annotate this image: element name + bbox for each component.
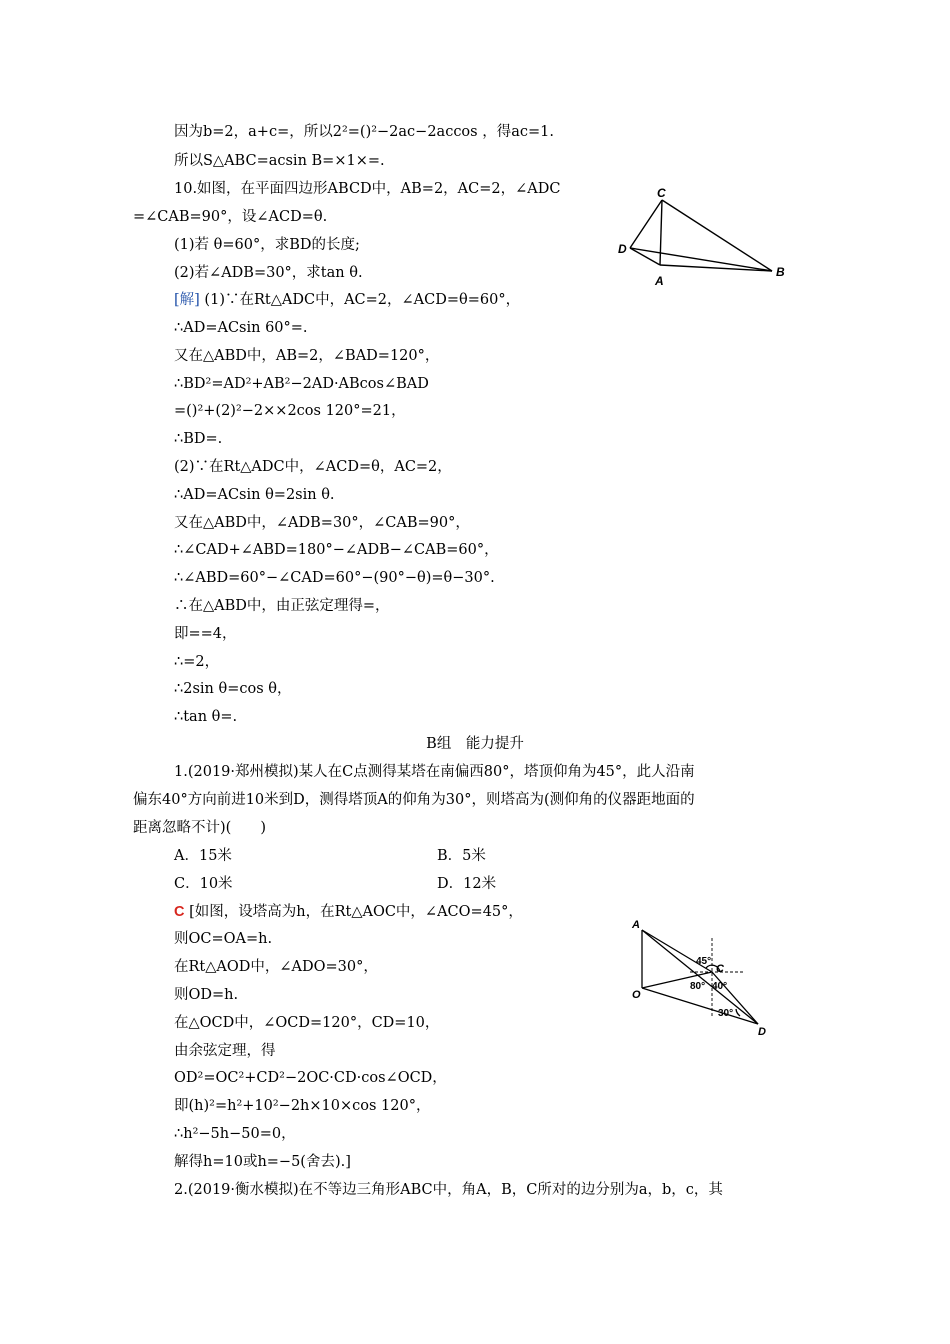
answer-text: [如图，设塔高为h，在Rt△AOC中，∠ACO=45°， bbox=[184, 904, 523, 920]
figure1-label-c: C bbox=[657, 186, 666, 200]
answer-line: 解得h=10或h=−5(舍去).] bbox=[174, 1154, 351, 1170]
solution-line: ∴=2， bbox=[174, 654, 220, 670]
solution-line: ∴BD²=AD²+AB²−2AD·ABcos∠BAD bbox=[174, 376, 429, 392]
problem-10-line: =∠CAB=90°，设∠ACD=θ. bbox=[133, 209, 328, 225]
solution-line bbox=[174, 291, 520, 309]
question-2-line: 2.(2019·衡水模拟)在不等边三角形ABC中，角A，B，C所对的边分别为a，b，c，其 bbox=[174, 1182, 723, 1198]
solution-line: (2)∵在Rt△ADC中，∠ACD=θ，AC=2， bbox=[174, 459, 452, 475]
answer-letter: C bbox=[174, 904, 185, 920]
figure-tower-diagram bbox=[628, 916, 773, 1041]
figure2-label-o: O bbox=[632, 989, 641, 1001]
solution-line: ∴在△ABD中，由正弦定理得=， bbox=[174, 598, 390, 614]
solution-line: ∴BD=. bbox=[174, 431, 223, 447]
figure1-label-b: B bbox=[776, 265, 785, 279]
solution-text: (1)∵在Rt△ADC中，AC=2，∠ACD=θ=60°， bbox=[199, 292, 521, 308]
figure2-label-a: A bbox=[632, 919, 640, 931]
figure2-label-d: D bbox=[758, 1026, 766, 1038]
solution-line: ∴AD=ACsin 60°=. bbox=[174, 320, 308, 336]
answer-line bbox=[174, 903, 523, 921]
solution-line: ∴2sin θ=cos θ， bbox=[174, 681, 292, 697]
figure2-angle-45: 45° bbox=[696, 956, 712, 967]
solution-line: ∴∠ABD=60°−∠CAD=60°−(90°−θ)=θ−30°. bbox=[174, 570, 495, 586]
figure2-angle-80: 80° bbox=[690, 981, 706, 992]
solution-line: 即==4， bbox=[174, 626, 237, 642]
solution-tag: [解] bbox=[174, 292, 200, 308]
question-1-line: 距离忽略不计)( ) bbox=[133, 820, 266, 836]
solution-line: 又在△ABD中，∠ADB=30°，∠CAB=90°， bbox=[174, 515, 470, 531]
answer-line: 在Rt△AOD中，∠ADO=30°， bbox=[174, 959, 378, 975]
option-a: A．15米 bbox=[174, 848, 232, 864]
answer-line: 则OC=OA=h. bbox=[174, 931, 273, 947]
problem-10-part1: (1)若 θ=60°，求BD的长度; bbox=[174, 237, 360, 253]
problem-10-part2: (2)若∠ADB=30°，求tan θ. bbox=[174, 265, 363, 281]
question-1-line: 偏东40°方向前进10米到D，测得塔顶A的仰角为30°，则塔高为(测仰角的仪器距地面的 bbox=[133, 792, 695, 808]
question-1-line: 1.(2019·郑州模拟)某人在C点测得某塔在南偏西80°，塔顶仰角为45°，此人沿南 bbox=[174, 764, 695, 780]
figure-quadrilateral-abcd bbox=[612, 185, 792, 290]
text-line: 所以S△ABC=acsin B=×1×=. bbox=[174, 153, 385, 169]
text-line: 因为b=2，a+c=，所以2²=()²−2ac−2accos ，得ac=1. bbox=[174, 124, 554, 140]
option-b: B．5米 bbox=[437, 848, 486, 864]
solution-line: =()²+(2)²−2××2cos 120°=21， bbox=[174, 403, 406, 419]
answer-line: 由余弦定理，得 bbox=[174, 1043, 276, 1059]
problem-10-line: 10.如图，在平面四边形ABCD中，AB=2，AC=2，∠ADC bbox=[174, 181, 561, 197]
figure1-label-d: D bbox=[618, 242, 627, 256]
figure2-angle-30: 30° bbox=[718, 1008, 734, 1019]
section-heading: B组 能力提升 bbox=[426, 736, 524, 752]
answer-line: 则OD=h. bbox=[174, 987, 239, 1003]
option-d: D．12米 bbox=[437, 876, 497, 892]
solution-line: ∴tan θ=. bbox=[174, 709, 238, 725]
option-c: C．10米 bbox=[174, 876, 233, 892]
answer-line: 即(h)²=h²+10²−2h×10×cos 120°， bbox=[174, 1098, 431, 1114]
figure2-angle-40: 40° bbox=[712, 981, 728, 992]
answer-line: OD²=OC²+CD²−2OC·CD·cos∠OCD， bbox=[174, 1070, 447, 1086]
solution-line: 又在△ABD中，AB=2，∠BAD=120°， bbox=[174, 348, 440, 364]
solution-line: ∴AD=ACsin θ=2sin θ. bbox=[174, 487, 335, 503]
answer-line: ∴h²−5h−50=0， bbox=[174, 1126, 296, 1142]
figure2-label-c: C bbox=[716, 963, 724, 975]
solution-line: ∴∠CAD+∠ABD=180°−∠ADB−∠CAB=60°， bbox=[174, 542, 499, 558]
figure1-label-a: A bbox=[655, 274, 664, 288]
answer-line: 在△OCD中，∠OCD=120°，CD=10， bbox=[174, 1015, 440, 1031]
